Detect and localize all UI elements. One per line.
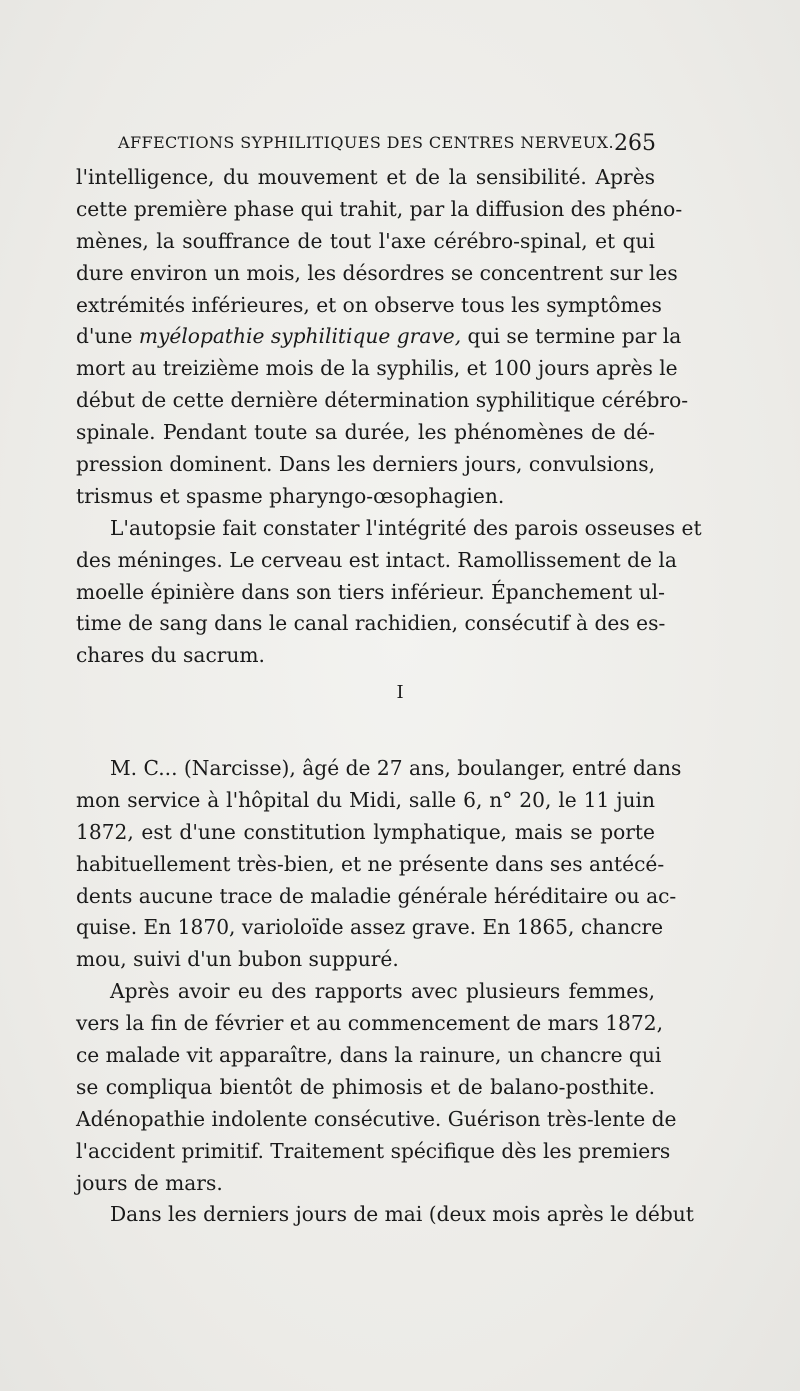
page-header	[118, 131, 658, 159]
text-fragment: qui se termine par la	[461, 324, 682, 349]
text-line: Adénopathie indolente consécutive. Guérison très-lente de	[76, 1106, 677, 1131]
paragraph-patient	[76, 753, 682, 976]
text-line: dents aucune trace de maladie générale héréditaire ou ac-	[76, 883, 677, 908]
text-line: mort au treizième mois de la syphilis, et 100 jours après le	[76, 356, 678, 381]
text-line: jours de mars.	[76, 1170, 223, 1195]
page-number: 265	[614, 131, 656, 156]
text-line: mènes, la souffrance de tout l'axe cérébro-spinal, et qui	[76, 228, 655, 253]
text-line: extrémités inférieures, et on observe tous les symptômes	[76, 292, 662, 317]
text-line: quise. En 1870, varioloïde assez grave. En 1865, chancre	[76, 915, 664, 940]
italic-term: myélopathie syphilitique grave,	[138, 324, 462, 349]
text-line: trismus et spasme pharyngo-œsophagien.	[76, 483, 505, 508]
text-fragment: d'une	[76, 324, 139, 349]
paragraph-history	[76, 976, 677, 1199]
text-line: L'autopsie fait constater l'intégrité des parois osseuses et	[110, 515, 702, 540]
text-block-case	[76, 753, 694, 1231]
text-line: l'accident primitif. Traitement spécifique dès les premiers	[76, 1138, 671, 1163]
paragraph-symptoms	[76, 162, 689, 513]
text-line: Dans les derniers jours de mai (deux mois après le début	[110, 1202, 694, 1227]
paragraph-autopsy	[76, 513, 702, 672]
text-line: M. C... (Narcisse), âgé de 27 ans, boulanger, entré dans	[110, 756, 682, 780]
text-line: habituellement très-bien, et ne présente dans ses antécé-	[76, 851, 665, 876]
text-line: chares du sacrum.	[76, 643, 265, 668]
running-title: AFFECTIONS SYPHILITIQUES DES CENTRES NERVEUX.	[118, 133, 614, 152]
text-line: mou, suivi d'un bubon suppuré.	[76, 947, 399, 972]
text-line: cette première phase qui trahit, par la diffusion des phéno-	[76, 196, 683, 221]
text-block-top	[76, 162, 702, 672]
text-line: se compliqua bientôt de phimosis et de balano-posthite.	[76, 1074, 655, 1099]
text-line: spinale. Pendant toute sa durée, les phénomènes de dé-	[76, 420, 655, 445]
text-line: Après avoir eu des rapports avec plusieurs femmes,	[110, 979, 655, 1004]
text-line-italic	[76, 321, 682, 353]
paragraph-continuation	[76, 1199, 694, 1231]
text-line: vers la fin de février et au commencement de mars 1872,	[76, 1011, 663, 1036]
text-line: mon service à l'hôpital du Midi, salle 6, n° 20, le 11 juin	[76, 787, 655, 812]
text-line: pression dominent. Dans les derniers jours, convulsions,	[76, 452, 655, 477]
text-line: ce malade vit apparaître, dans la rainure, un chancre qui	[76, 1043, 662, 1068]
text-line: l'intelligence, du mouvement et de la sensibilité. Après	[76, 165, 655, 189]
text-line: 1872, est d'une constitution lymphatique, mais se porte	[76, 819, 655, 844]
text-line: des méninges. Le cerveau est intact. Ramollissement de la	[76, 547, 677, 572]
text-line: début de cette dernière détermination syphilitique cérébro-	[76, 388, 689, 413]
text-line: dure environ un mois, les désordres se concentrent sur les	[76, 260, 678, 285]
text-line: moelle épinière dans son tiers inférieur. Épanchement ul-	[76, 579, 665, 604]
section-numeral: I	[396, 682, 404, 703]
text-line: time de sang dans le canal rachidien, consécutif à des es-	[76, 611, 666, 636]
